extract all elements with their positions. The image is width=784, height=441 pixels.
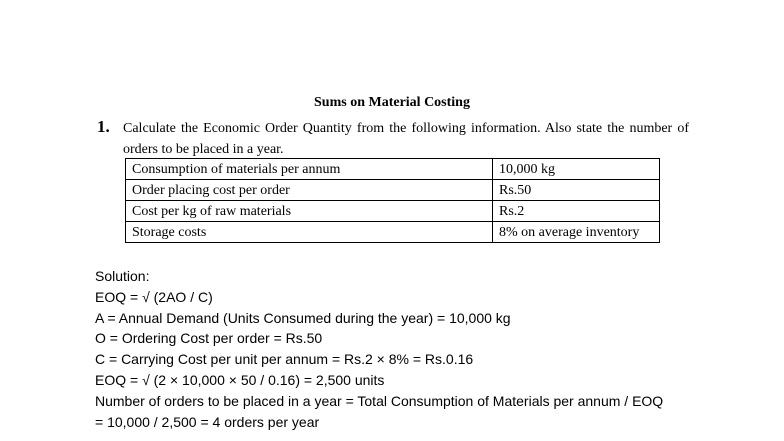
- table-cell-value: 10,000 kg: [493, 159, 660, 180]
- table-row: [126, 180, 660, 201]
- ordering-cost-line: O = Ordering Cost per order = Rs.50: [95, 330, 323, 347]
- annual-demand-line: A = Annual Demand (Units Consumed during the year) = 10,000 kg: [95, 309, 511, 326]
- question-text: Calculate the Economic Order Quantity from the following information. Also state the number of orders to be placed in a year.: [123, 121, 689, 157]
- carrying-cost-line: C = Carrying Cost per unit per annum = Rs.2 × 8% = Rs.0.16: [95, 351, 474, 368]
- table-row: [126, 201, 660, 222]
- solution-block: [95, 266, 695, 432]
- eoq-result-line: EOQ = √ (2 × 10,000 × 50 / 0.16) = 2,500 units: [95, 371, 385, 388]
- table-cell-label: Consumption of materials per annum: [126, 159, 493, 180]
- question-number: 1.: [97, 117, 110, 136]
- table-cell-label: Order placing cost per order: [126, 180, 493, 201]
- page-title: Sums on Material Costing: [314, 95, 470, 110]
- table-row: [126, 159, 660, 180]
- orders-formula-line: Number of orders to be placed in a year = Total Consumption of Materials per annum / EOQ: [95, 392, 664, 409]
- table-cell-label: Storage costs: [126, 222, 493, 243]
- information-table: [125, 158, 660, 243]
- table-cell-value: 8% on average inventory: [493, 222, 660, 243]
- table-cell-label: Cost per kg of raw materials: [126, 201, 493, 222]
- eoq-formula: EOQ = √ (2AO / C): [95, 288, 213, 305]
- orders-result-line: = 10,000 / 2,500 = 4 orders per year: [95, 413, 320, 430]
- table-row: [126, 222, 660, 243]
- table-cell-value: Rs.2: [493, 201, 660, 222]
- table-cell-value: Rs.50: [493, 180, 660, 201]
- solution-heading: Solution:: [95, 268, 150, 284]
